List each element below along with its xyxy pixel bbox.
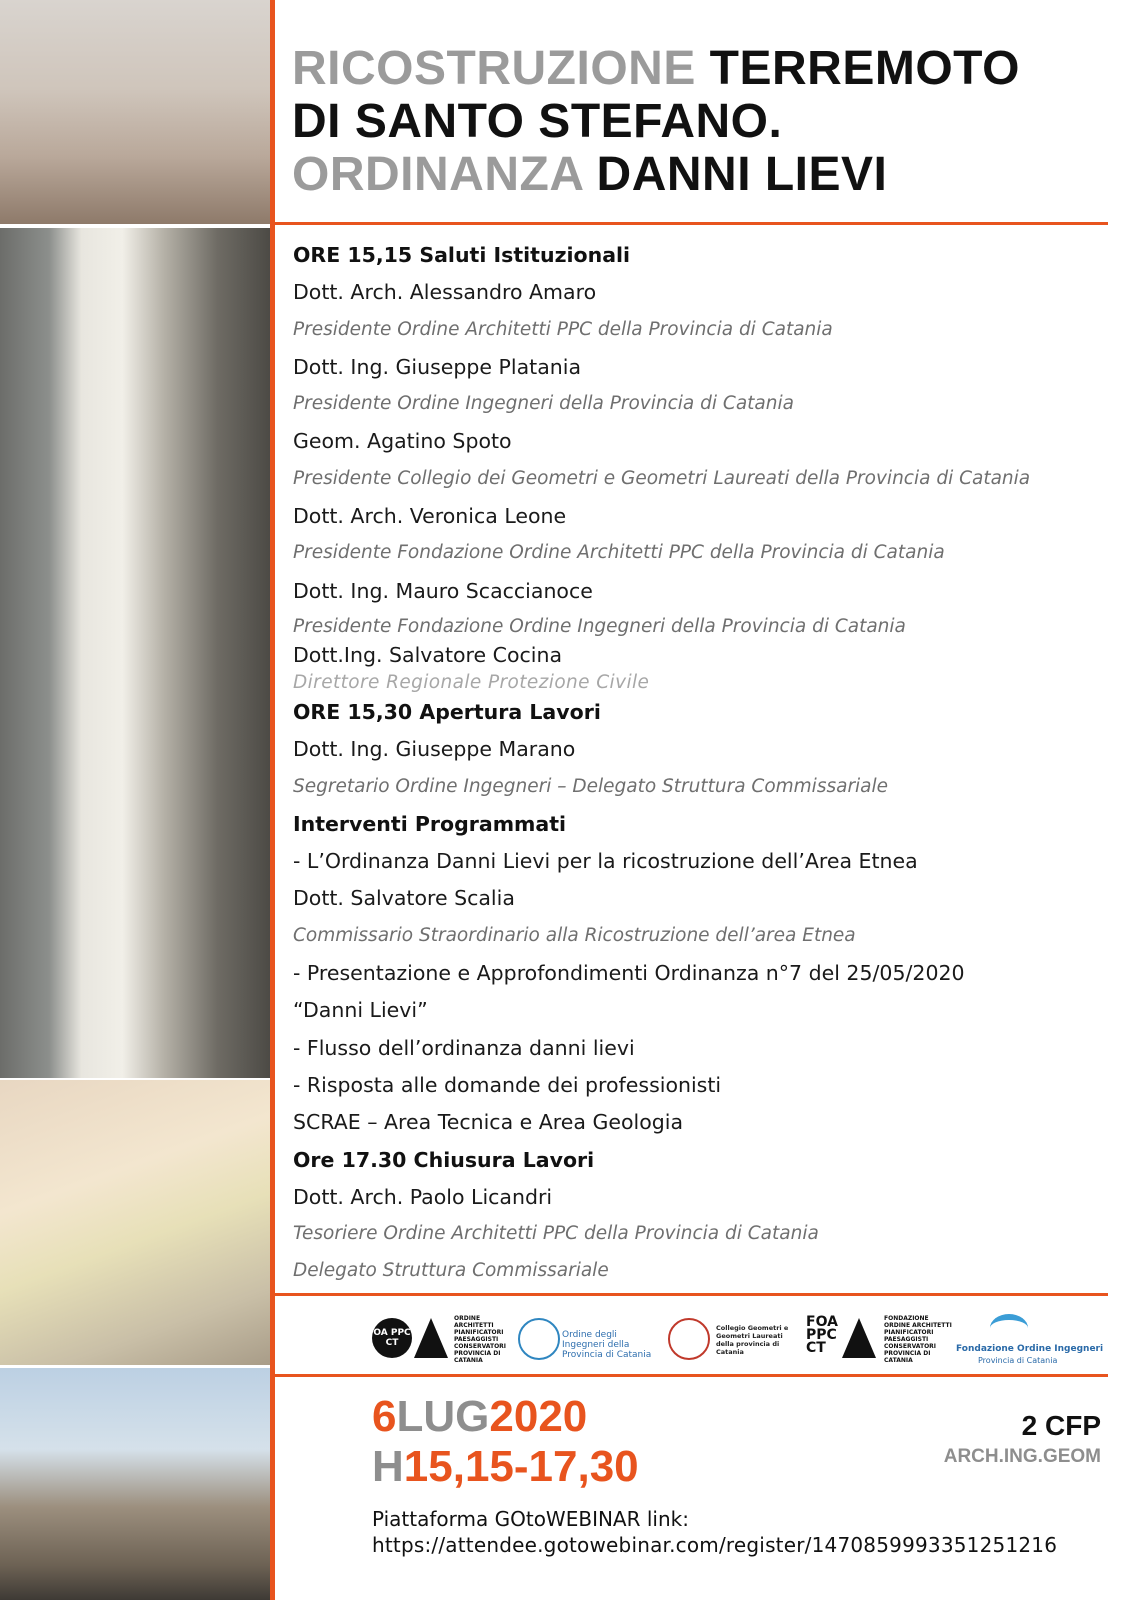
oa-triangle-icon — [414, 1318, 448, 1358]
program-role-line: Presidente Ordine Ingegneri della Provincia di Catania — [293, 393, 794, 415]
program-name-line: Dott. Ing. Mauro Scaccianoce — [293, 578, 593, 603]
foi-text: Fondazione Ordine Ingegneri — [956, 1344, 1104, 1354]
event-date — [372, 1393, 587, 1441]
ingegneri-seal-icon — [518, 1318, 560, 1360]
program-name-line: Dott. Ing. Giuseppe Marano — [293, 737, 576, 762]
program-name-line: Dott. Salvatore Scalia — [293, 886, 515, 911]
program-list — [293, 240, 1113, 1294]
title-line1-black: TERREMOTO — [709, 42, 1020, 95]
orange-rule-above-date — [272, 1374, 1108, 1377]
program-role-line: Commissario Straordinario alla Ricostruzione dell’area Etnea — [293, 924, 856, 946]
geometri-seal-icon — [668, 1318, 710, 1360]
program-head-line: Interventi Programmati — [293, 811, 567, 836]
title-line3-black: DANNI LIEVI — [596, 148, 888, 201]
program-role-line: Segretario Ordine Ingegneri – Delegato Struttura Commissariale — [293, 775, 889, 797]
webinar-link[interactable]: https://attendee.gotowebinar.com/register/1470859993351251216 — [372, 1533, 1058, 1557]
program-name-line: Geom. Agatino Spoto — [293, 429, 512, 454]
time-range: 15,15-17,30 — [403, 1442, 639, 1491]
professions-label: ARCH.ING.GEOM — [943, 1446, 1101, 1467]
foa-triangle-icon — [842, 1318, 876, 1358]
program-role-line: Direttore Regionale Protezione Civile — [293, 671, 650, 693]
title-line2: DI SANTO STEFANO. — [292, 95, 783, 148]
program-name-line: Dott.Ing. Salvatore Cocina — [293, 642, 563, 667]
damaged-house-street-photo — [0, 1368, 272, 1600]
geometri-text: Collegio Geometri e Geometri Laureati della provincia di Catania — [716, 1324, 789, 1356]
program-role-line: Presidente Fondazione Ordine Ingegneri della Provincia di Catania — [293, 615, 906, 637]
program-name-line: - L’Ordinanza Danni Lievi per la ricostruzione dell’Area Etnea — [293, 849, 918, 874]
foa-logo: FOA PPC CT — [806, 1314, 838, 1356]
program-head-line: Ore 17.30 Chiusura Lavori — [293, 1147, 595, 1172]
platform-label: Piattaforma GOtoWEBINAR link: — [372, 1507, 689, 1531]
program-name-line: Dott. Arch. Alessandro Amaro — [293, 280, 597, 305]
program-role-line: Presidente Fondazione Ordine Architetti PPC della Provincia di Catania — [293, 542, 945, 564]
foi-arch-icon — [990, 1314, 1028, 1342]
program-role-line: Presidente Collegio dei Geometri e Geometri Laureati della Provincia di Catania — [293, 467, 1031, 489]
oa-ppc-ct-logo — [372, 1318, 412, 1358]
oa-text: ORDINE ARCHITETTI PIANIFICATORI PAESAGGISTI CONSERVATORI PROVINCIA DI CATANIA — [454, 1315, 507, 1364]
program-head-line: ORE 15,30 Apertura Lavori — [293, 699, 601, 724]
sponsor-logos — [370, 1310, 1104, 1370]
date-year: 2020 — [489, 1392, 588, 1441]
time-prefix: H — [372, 1442, 404, 1491]
program-head-line: ORE 15,15 Saluti Istituzionali — [293, 243, 631, 267]
orange-vertical-rule — [270, 0, 275, 1600]
date-month: LUG — [396, 1392, 490, 1441]
date-day: 6 — [372, 1392, 397, 1441]
collapsed-building-photo — [0, 228, 272, 1078]
program-name-line: Dott. Ing. Giuseppe Platania — [293, 354, 582, 379]
event-time — [372, 1443, 639, 1491]
program-name-line: Dott. Arch. Paolo Licandri — [293, 1184, 553, 1209]
program-name-line: - Presentazione e Approfondimenti Ordinanza n°7 del 25/05/2020 — [293, 961, 965, 986]
foa-text: FONDAZIONE ORDINE ARCHITETTI PIANIFICATORI PAESAGGISTI CONSERVATORI PROVINCIA DI CATANIA — [884, 1315, 952, 1364]
rubble-on-sofa-photo — [0, 1080, 272, 1365]
program-name-line: Dott. Arch. Veronica Leone — [293, 504, 567, 529]
orange-rule-under-title — [272, 222, 1108, 225]
program-name-line: - Flusso dell’ordinanza danni lievi — [293, 1035, 635, 1060]
title-line1-gray: RICOSTRUZIONE — [292, 42, 710, 95]
program-role-line: Tesoriere Ordine Architetti PPC della Provincia di Catania — [293, 1223, 819, 1245]
oa-circle-label: OA PPC CT — [373, 1328, 411, 1348]
program-role-line: Delegato Struttura Commissariale — [293, 1260, 609, 1282]
cfp-credits: 2 CFP — [1021, 1410, 1101, 1441]
title-line3-gray: ORDINANZA — [292, 148, 597, 201]
damaged-room-photo — [0, 0, 272, 224]
program-name-line: “Danni Lievi” — [293, 998, 428, 1023]
program-role-line: Presidente Ordine Architetti PPC della Provincia di Catania — [293, 318, 833, 340]
page-title — [292, 42, 1112, 201]
program-name-line: - Risposta alle domande dei professionisti — [293, 1072, 722, 1097]
program-name-line: SCRAE – Area Tecnica e Area Geologia — [293, 1110, 684, 1135]
ingegneri-text: Ordine degli Ingegneri della Provincia di Catania — [562, 1330, 652, 1360]
foi-sub: Provincia di Catania — [978, 1356, 1058, 1365]
